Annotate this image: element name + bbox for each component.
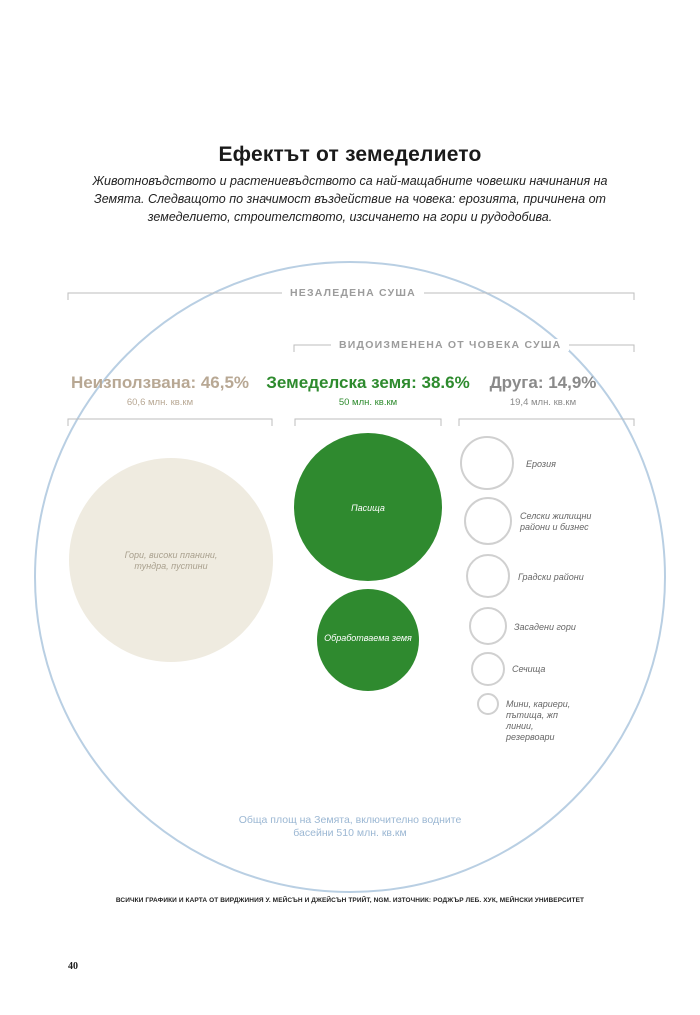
clearings-label: Сечища (512, 664, 546, 674)
other-category-area: 19,4 млн. кв.км (509, 397, 577, 408)
planted-forests-circle (470, 608, 506, 644)
agricultural-bracket (295, 419, 441, 426)
other-category-label: Друга: 14,9% (489, 373, 597, 392)
page-subtitle: Животновъдството и растениевъдството са най-мащабните човешки начинания на Земята. Следващото по значимост въздействие на човека: ерозията, причинена от земеделието, строителството, изсичането на гори и рудодобива. (92, 174, 608, 224)
rural-areas-label: Селски жилищни райони и бизнес (520, 511, 592, 532)
pastures-circle-label: Пасища (351, 503, 385, 513)
agricultural-category-label: Земеделска земя: 38.6% (266, 373, 470, 392)
urban-areas-label: Градски райони (518, 572, 584, 582)
unused-category-label: Неизползвана: 46,5% (70, 373, 250, 392)
erosion-label: Ерозия (526, 459, 556, 469)
ice-free-land-label: НЕЗАЛЕДЕНА СУША (282, 287, 424, 299)
unused-category-area: 60,6 млн. кв.км (126, 397, 194, 408)
planted-forests-label: Засадени гори (514, 622, 576, 632)
unused-bracket (68, 419, 272, 426)
credit-line: ВСИЧКИ ГРАФИКИ И КАРТА ОТ ВИРДЖИНИЯ У. МЕЙСЪН И ДЖЕЙСЪН ТРИЙТ, NGM. ИЗТОЧНИК: РОДЖЪР ЛЕБ. ХУК, МЕЙНСКИ УНИВЕРСИТЕТ (115, 897, 585, 904)
cultivated-land-circle-label: Обработваема земя (324, 633, 412, 643)
erosion-circle (461, 437, 513, 489)
page-title: Ефектът от земеделието (218, 143, 482, 166)
other-bracket (459, 419, 634, 426)
unused-land-circle-label: Гори, високи планини, тундра, пустини (124, 550, 218, 571)
page-number: 40 (68, 961, 78, 972)
clearings-circle (472, 653, 504, 685)
rural-areas-circle (465, 498, 511, 544)
urban-areas-circle (467, 555, 509, 597)
human-modified-land-label: ВИДОИЗМЕНЕНА ОТ ЧОВЕКА СУША (331, 339, 569, 351)
agricultural-category-area: 50 млн. кв.км (338, 397, 398, 408)
mines-roads-label: Мини, кариери, пътища, жп линии, резервоари (506, 699, 571, 742)
mines-roads-circle (478, 694, 498, 714)
total-area-label: Обща площ на Земята, включително водните басейни 510 млн. кв.км (238, 814, 462, 839)
